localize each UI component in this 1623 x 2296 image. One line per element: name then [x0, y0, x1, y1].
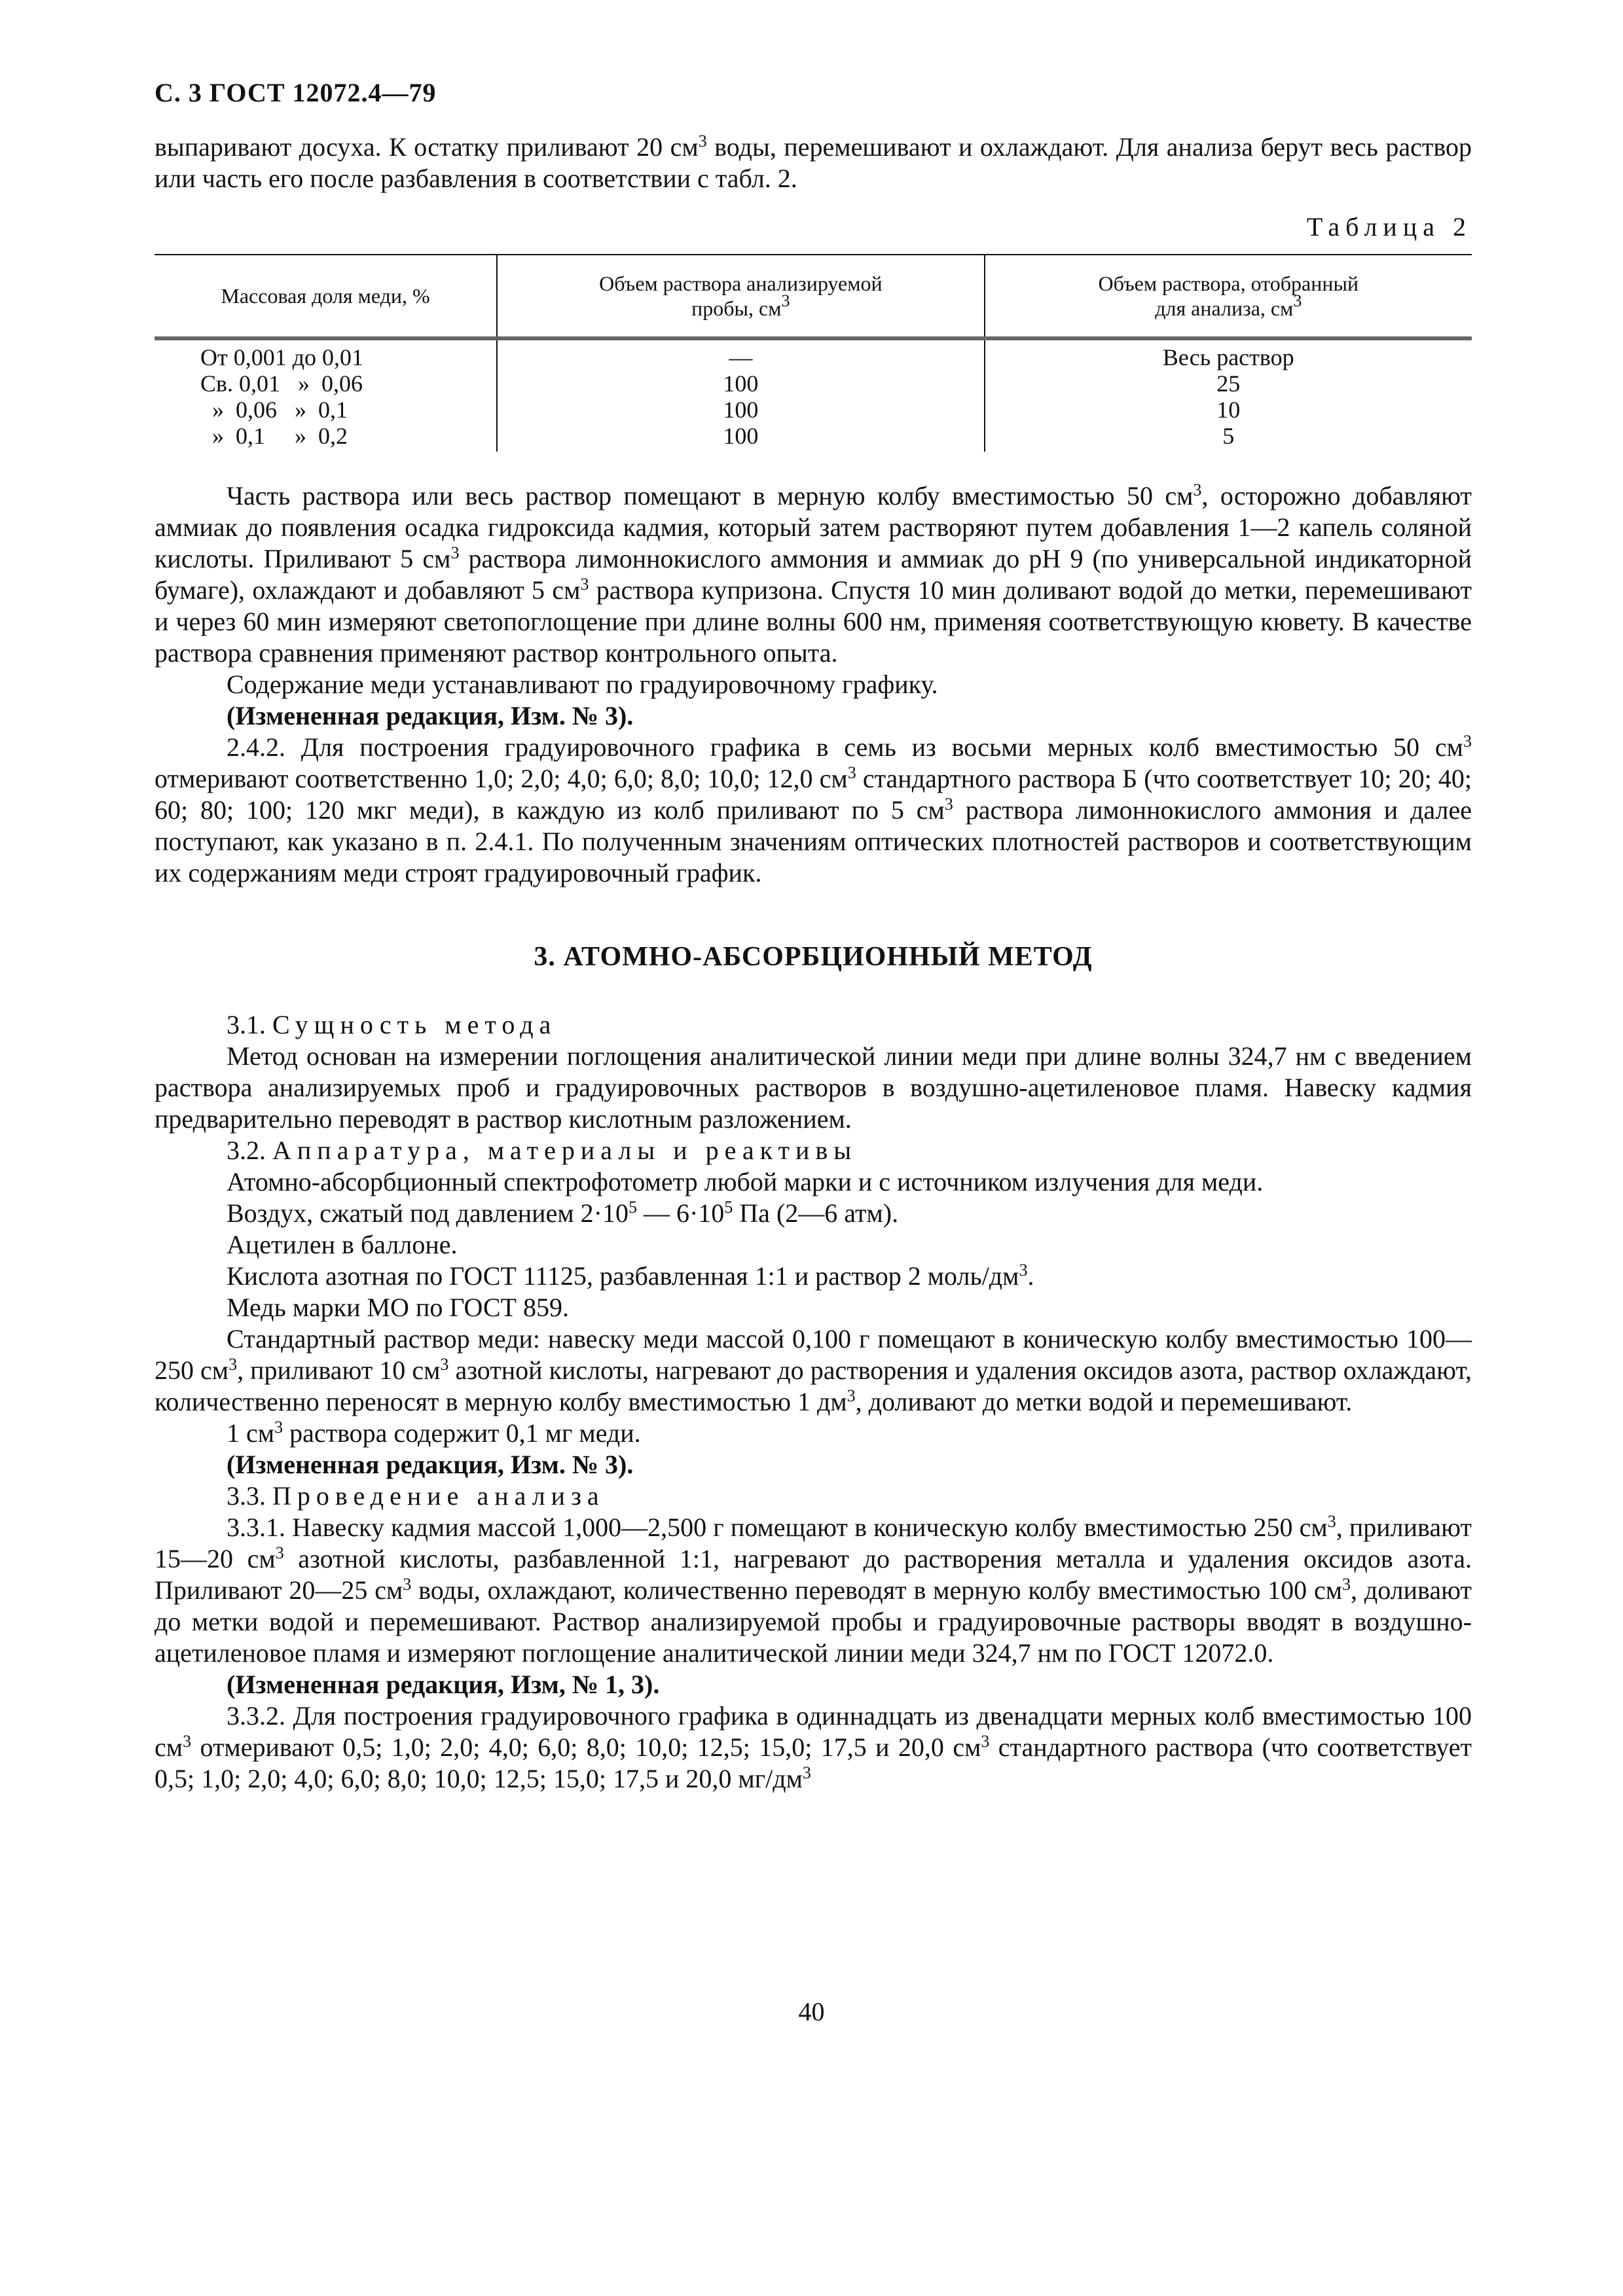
table-column-copper-fraction [155, 338, 497, 452]
amendment-note: (Измененная редакция, Изм. № 3). [227, 701, 634, 730]
table-cell: Св. 0,01 » 0,06 [200, 370, 363, 397]
table-cell: — [729, 344, 753, 370]
table-header-cell: Объем раствора анализируемой пробы, $см^3$ [497, 255, 984, 338]
table-cell: 5 [1222, 423, 1235, 449]
subsection-3-2-heading: 3.2. Аппаратура, материалы и реактивы [227, 1136, 858, 1165]
paragraph-3-1: Метод основан на измерении поглощения аналитической линии меди при длине волны 324,7 нм с введением раствора анализируемых проб и градуировочных растворов в воздушно-ацетиленовое пламя. Навеску кадмия предварительно переводят в раствор кислотным разложением. [155, 1041, 1472, 1134]
paragraph-2-4-1: Часть раствора или весь раствор помещают в мерную колбу вместимостью 50 $см^3$, осторожно добавляют аммиак до появления осадка гидроксида кадмия, который затем растворяют путем добавления 1—2 капель соляной кислоты. Приливают 5 $см^3$ раствора лимоннокислого аммония и аммиак до pH 9 (по универсальной индикаторной бумаге), охлаждают и добавляют 5 $см^3$ раствора купризона. Спустя 10 мин доливают водой до метки, перемешивают и через 60 мин измеряют светопоглощение при длине волны 600 нм, применяя соответствующую кювету. В качестве раствора сравнения применяют раствор контрольного опыта. [155, 480, 1472, 668]
page-number: 40 [798, 1997, 825, 2026]
paragraph-3-3-2: 3.3.2. Для построения градуировочного графика в одиннадцать из двенадцати мерных колб вместимостью 100 $см^3$ отмеривают 0,5; 1,0; 2,0; 4,0; 6,0; 8,0; 10,0; 12,5; 15,0; 17,5 и 20,0 $см^3$ стандартного раствора (что соответствует 0,5; 1,0; 2,0; 4,0; 6,0; 8,0; 10,0; 12,5; 15,0; 17,5 и 20,0 $мг/дм^3$ [155, 1701, 1472, 1793]
table-cell: » 0,1 » 0,2 [200, 423, 348, 449]
amendment-note: (Измененная редакция, Изм, № 1, 3). [227, 1670, 660, 1699]
table-cell: 10 [1216, 397, 1241, 423]
section-3-heading: 3. АТОМНО-АБСОРБЦИОННЫЙ МЕТОД [534, 942, 1093, 972]
page-header: С. 3 ГОСТ 12072.4—79 [155, 78, 437, 107]
table-caption: Таблица 2 [1306, 212, 1472, 242]
paragraph-3-3-1: 3.3.1. Навеску кадмия массой 1,000—2,500 г помещают в коническую колбу вместимостью 250 $см^3$, приливают 15—20 $см^3$ азотной кислоты, разбавленной 1:1, нагревают до растворения металла и удаления оксидов азота. Приливают 20—25 $см^3$ воды, охлаждают, количественно переводят в мерную колбу вместимостью 100 $см^3$, доливают до метки водой и перемешивают. Раствор анализируемой пробы и градуировочные растворы вводят в воздушно-ацетиленовое пламя и измеряют поглощение аналитической линии меди 324,7 нм по ГОСТ 12072.0. [155, 1512, 1472, 1668]
equipment-item: Ацетилен в баллоне. [227, 1230, 458, 1259]
table-cell: 100 [723, 423, 759, 449]
document-page [155, 77, 1472, 1795]
equipment-item: Медь марки МО по ГОСТ 859. [227, 1293, 569, 1322]
table-cell: 25 [1216, 370, 1241, 397]
equipment-item: Кислота азотная по ГОСТ 11125, разбавленная 1:1 и раствор 2 моль/$дм^3$. [227, 1261, 1034, 1291]
table-cell: » 0,06 » 0,1 [200, 397, 348, 423]
table-cell: Весь раствор [1162, 344, 1294, 370]
subsection-3-3-heading: 3.3. Проведение анализа [227, 1481, 605, 1511]
paragraph-2-4-2: 2.4.2. Для построения градуировочного графика в семь из восьми мерных колб вместимостью 50 $см^3$ отмеривают соответственно 1,0; 2,0; 4,0; 6,0; 8,0; 10,0; 12,0 $см^3$ стандартного раствора Б (что соответствует 10; 20; 40; 60; 80; 100; 120 мкг меди), в каждую из колб приливают по 5 $см^3$ раствора лимоннокислого аммония и далее поступают, как указано в п. 2.4.1. По полученным значениям оптических плотностей растворов и соответствующим их содержаниям меди строят градуировочный график. [155, 732, 1472, 888]
equipment-item: Воздух, сжатый под давлением $2\cdot 10^5$ — $6\cdot 10^5$ Па (2—6 атм). [227, 1198, 899, 1228]
table-header-row [155, 255, 1472, 338]
standard-solution-paragraph: Стандартный раствор меди: навеску меди массой 0,100 г помещают в коническую колбу вместимостью 100—250 $см^3$, приливают 10 $см^3$ азотной кислоты, нагревают до растворения и удаления оксидов азота, раствор охлаждают, количественно переносят в мерную колбу вместимостью 1 $дм^3$, доливают до метки водой и перемешивают. [155, 1324, 1472, 1416]
table-cell: 100 [723, 397, 759, 423]
paragraph-copper-content: Содержание меди устанавливают по градуировочному графику. [227, 670, 938, 699]
table-cell: 100 [723, 370, 759, 397]
subsection-3-1-heading: 3.1. Сущность метода [227, 1010, 557, 1039]
intro-paragraph: выпаривают досуха. К остатку приливают 20 $см^3$ воды, перемешивают и охлаждают. Для анализа берут весь раствор или часть его после разбавления в соответствии с табл. 2. [155, 132, 1472, 193]
table-column-sample-volume [497, 338, 984, 452]
table-header-cell: Массовая доля меди, % [155, 255, 497, 338]
table-header-cell: Объем раствора, отобранный для анализа, $см^3$ [985, 255, 1472, 338]
table-body [155, 338, 1472, 452]
table-2 [155, 254, 1472, 452]
equipment-item: Атомно-абсорбционный спектрофотометр любой марки и с источником излучения для меди. [227, 1167, 1264, 1196]
amendment-note: (Измененная редакция, Изм. № 3). [227, 1450, 634, 1479]
table-column-aliquot-volume [985, 338, 1472, 452]
table-cell: От 0,001 до 0,01 [200, 344, 364, 370]
solution-content-line: 1 $см^3$ раствора содержит 0,1 мг меди. [227, 1418, 641, 1448]
